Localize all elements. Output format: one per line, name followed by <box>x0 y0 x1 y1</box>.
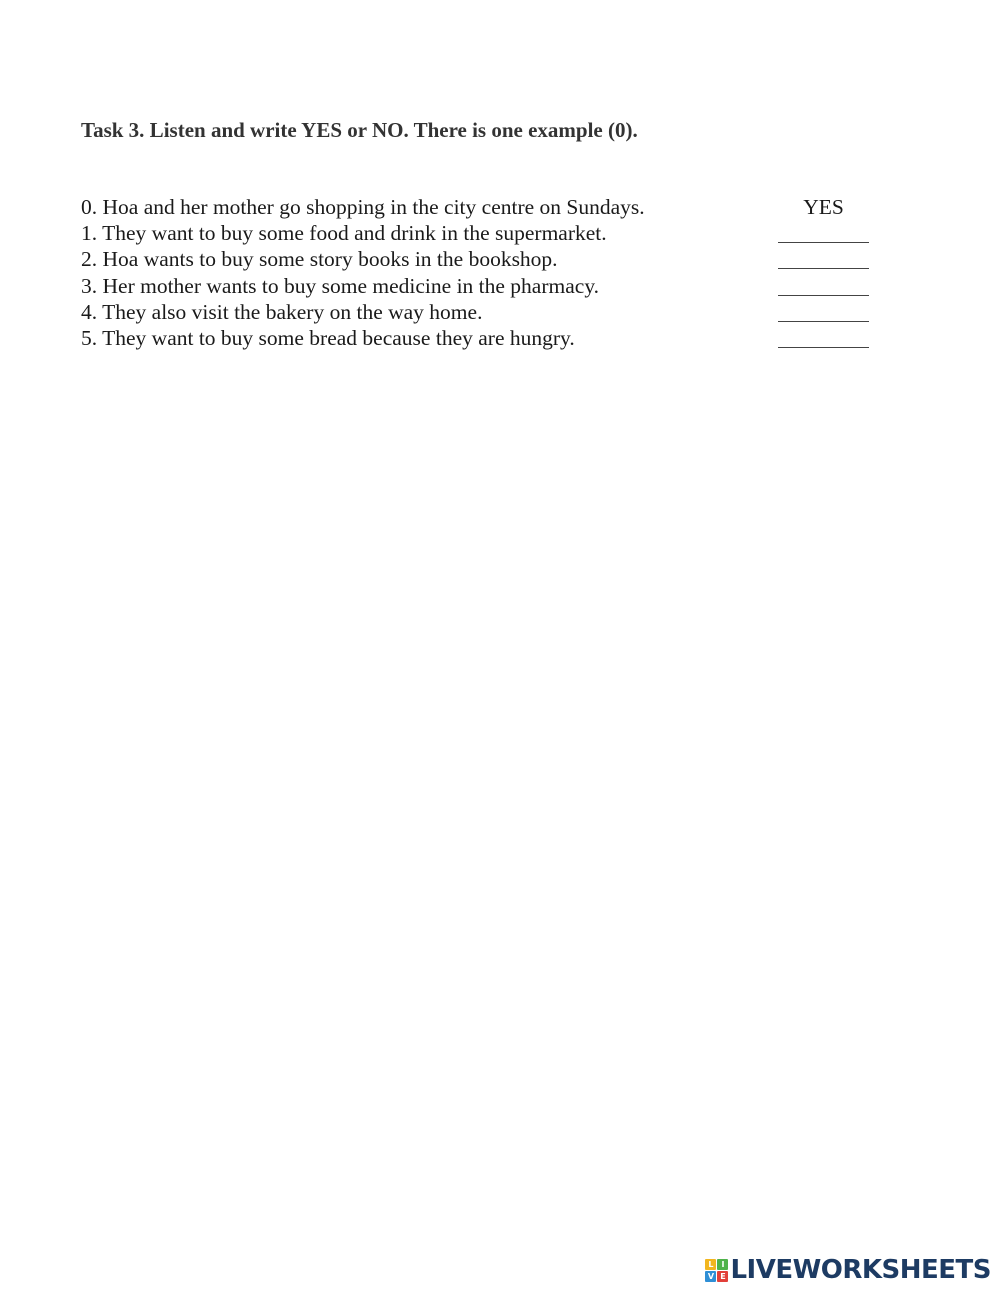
example-answer: YES <box>803 195 844 219</box>
answer-blank-3[interactable] <box>778 295 869 296</box>
answer-blank-4[interactable] <box>778 321 869 322</box>
task-title: Task 3. Listen and write YES or NO. There is one example (0). <box>81 118 638 142</box>
question-text: 3. Her mother wants to buy some medicine in the pharmacy. <box>81 273 600 298</box>
question-text: 2. Hoa wants to buy some story books in the bookshop. <box>81 247 558 272</box>
question-row-4 <box>81 299 881 325</box>
logo-cube-l: L <box>705 1259 716 1270</box>
question-text: 4. They also visit the bakery on the way home. <box>81 299 483 324</box>
question-row-0 <box>81 194 881 220</box>
answer-blank-5[interactable] <box>778 347 869 348</box>
logo-cube-e: E <box>717 1271 728 1282</box>
logo-wordmark: LIVEWORKSHEETS <box>730 1255 991 1285</box>
question-row-3 <box>81 273 881 299</box>
logo-cube-i: I <box>717 1259 728 1270</box>
question-row-1 <box>81 220 881 246</box>
answer-blank-1[interactable] <box>778 242 869 243</box>
logo-cubes-icon <box>705 1259 728 1282</box>
question-list <box>81 194 881 351</box>
question-text: 0. Hoa and her mother go shopping in the city centre on Sundays. <box>81 195 645 219</box>
logo-cube-v: V <box>705 1271 716 1282</box>
liveworksheets-logo <box>705 1254 991 1286</box>
question-row-5 <box>81 325 881 351</box>
question-text: 5. They want to buy some bread because they are hungry. <box>81 325 575 350</box>
question-row-2 <box>81 246 881 272</box>
answer-blank-2[interactable] <box>778 268 869 269</box>
question-text: 1. They want to buy some food and drink in the supermarket. <box>81 221 607 246</box>
